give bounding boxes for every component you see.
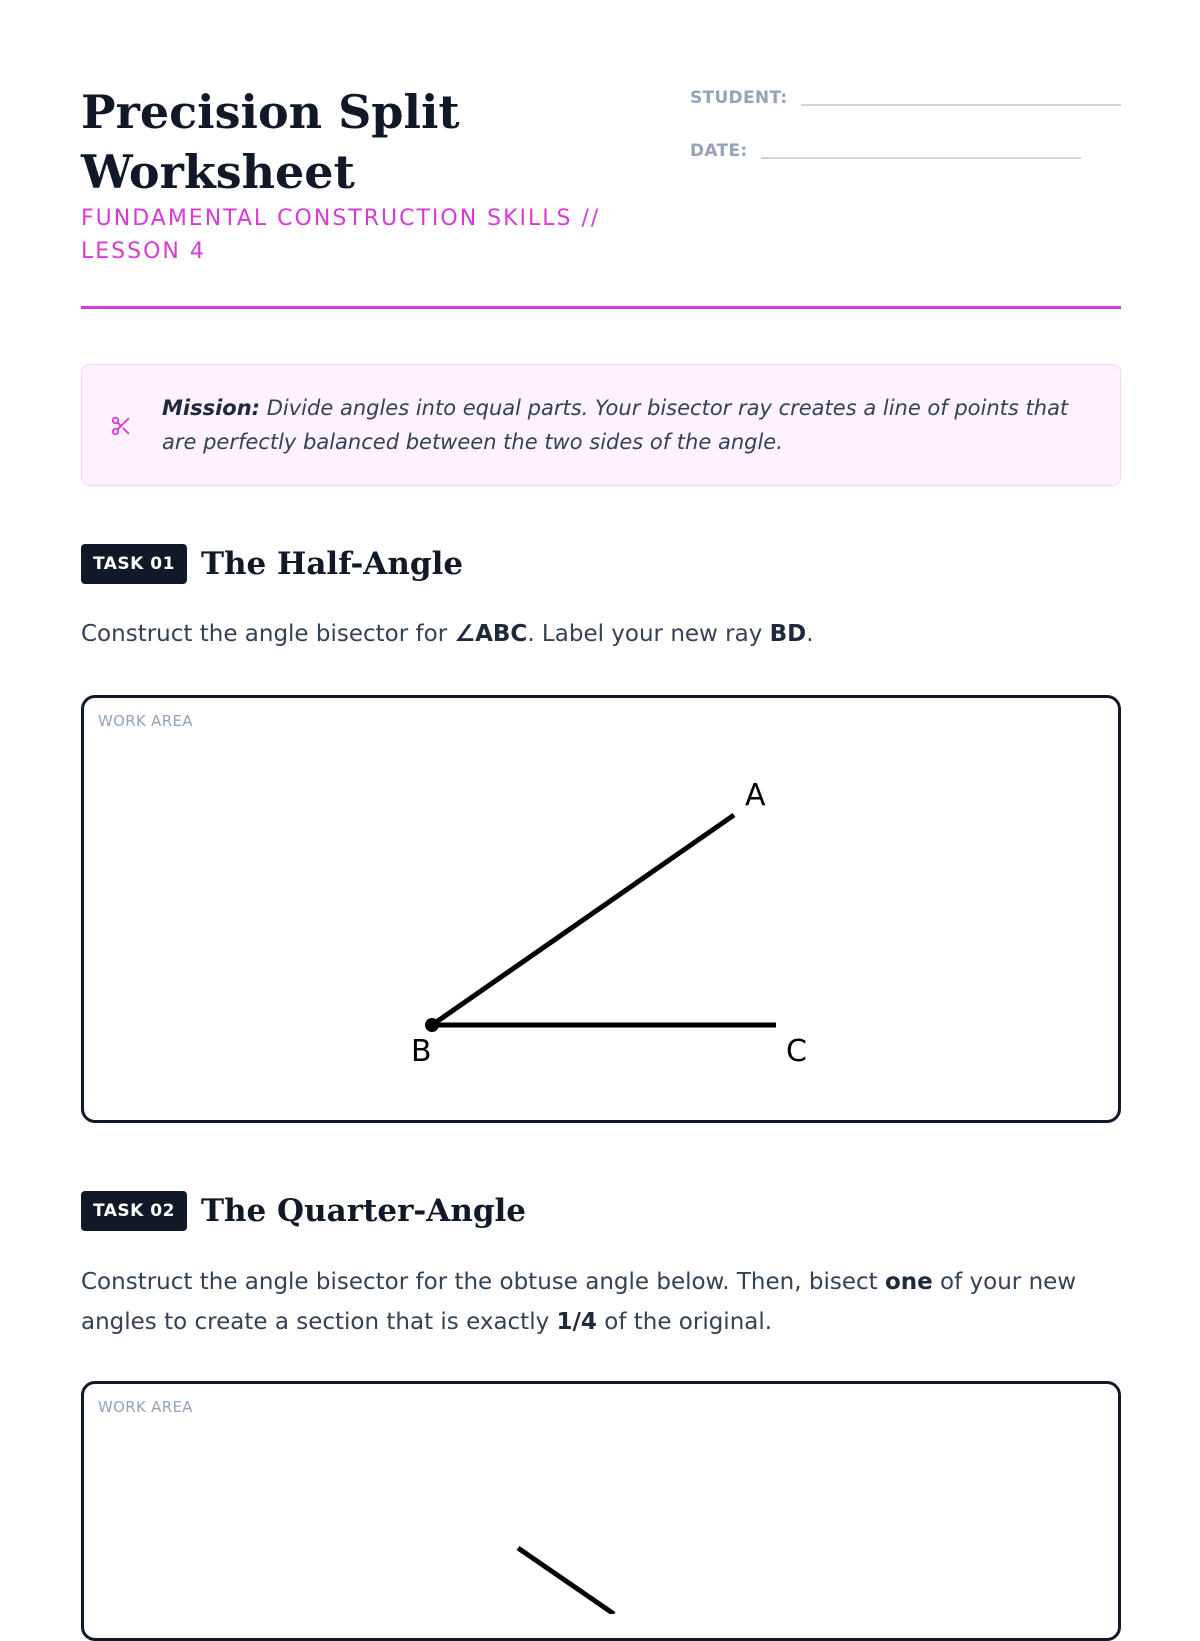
obtuse-angle-diagram	[84, 1384, 1118, 1614]
date-line[interactable]	[761, 156, 1081, 159]
scissors-icon	[110, 415, 132, 437]
date-label: DATE:	[690, 141, 748, 161]
mission-text	[162, 391, 1092, 459]
task-02-badge: TASK 02	[81, 1191, 187, 1231]
task-02-header	[81, 1191, 526, 1231]
vertex-b-point	[425, 1018, 439, 1032]
task-01-badge: TASK 01	[81, 544, 187, 584]
student-line[interactable]	[801, 103, 1121, 106]
task-01-desc-text: Construct the angle bisector for	[81, 621, 455, 647]
point-c-label: C	[786, 1034, 807, 1069]
task-02-desc-text: of your new angles to create a section that is exactly	[81, 1269, 1077, 1335]
angle-abc-diagram	[84, 698, 1118, 1120]
student-label: STUDENT:	[690, 88, 788, 108]
worksheet-subtitle: FUNDAMENTAL CONSTRUCTION SKILLS // LESSON 4	[81, 206, 601, 264]
work-area-label: WORK AREA	[98, 1398, 193, 1416]
task-02-description	[81, 1262, 1121, 1342]
task-02-desc-text: Construct the angle bisector for the obtuse angle below. Then, bisect	[81, 1269, 885, 1295]
student-field	[690, 88, 1121, 108]
task-01-header	[81, 544, 463, 584]
point-a-label: A	[745, 778, 766, 813]
task-02-emphasis-fraction: 1/4	[556, 1309, 597, 1335]
task-01-description	[81, 614, 1121, 654]
mission-label: Mission:	[162, 396, 261, 420]
task-02-desc-text: of the original.	[596, 1309, 773, 1335]
point-b-label: B	[411, 1034, 432, 1069]
date-field	[690, 141, 1081, 161]
mission-callout	[81, 364, 1121, 486]
task-02-title: The Quarter-Angle	[200, 1193, 527, 1229]
task-01-ray-name: BD	[769, 621, 807, 647]
task-01-angle-name: ∠ABC	[454, 621, 528, 647]
task-01-work-area[interactable]	[81, 695, 1121, 1123]
task-01-title: The Half-Angle	[200, 546, 464, 582]
task-02-work-area[interactable]	[81, 1381, 1121, 1641]
task-01-desc-text: .	[806, 621, 814, 647]
header-divider	[81, 306, 1121, 309]
worksheet-title: Precision Split Worksheet	[81, 85, 460, 199]
worksheet-page	[81, 0, 1121, 1600]
obtuse-angle-ray	[518, 1548, 614, 1614]
ray-ba	[432, 815, 734, 1025]
mission-body: Divide angles into equal parts. Your bisector ray creates a line of points that are perfectly balanced between the two sides of the angle.	[162, 396, 1069, 454]
work-area-label: WORK AREA	[98, 712, 193, 730]
task-02-emphasis-one: one	[884, 1269, 933, 1295]
task-01-desc-text: . Label your new ray	[527, 621, 770, 647]
